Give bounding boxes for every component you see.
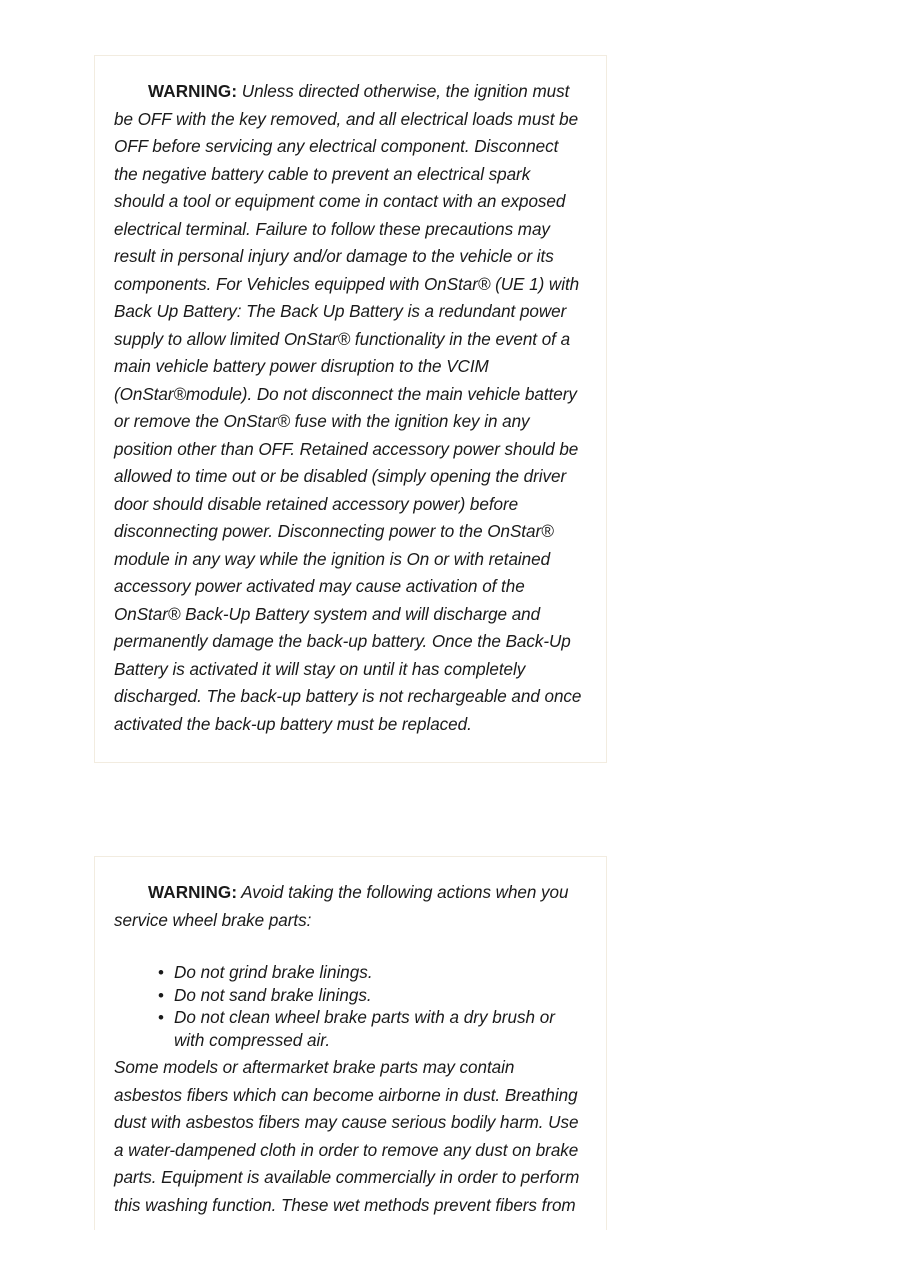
list-item (158, 1007, 584, 1052)
warning-box-electrical (94, 55, 607, 763)
warning-body-text: Avoid taking the following actions when you service wheel brake parts: (114, 883, 569, 930)
list-item-label: Do not sand brake linings. (174, 985, 372, 1005)
warning-box-brake-parts (94, 856, 607, 1230)
list-item-label: Do not clean wheel brake parts with a dry brush or with compressed air. (174, 1008, 556, 1050)
list-item (158, 985, 584, 1008)
list-item (158, 962, 584, 985)
bullet-icon: • (158, 963, 164, 982)
bullet-icon: • (158, 1008, 164, 1027)
warning-label: WARNING: (148, 883, 238, 902)
prohibited-actions-list (114, 962, 584, 1052)
warning-paragraph (114, 78, 584, 738)
bullet-icon: • (158, 985, 164, 1005)
warning-body-text: Unless directed otherwise, the ignition must be OFF with the key removed, and all electrical loads must be OFF before servicing any electrical component. Disconnect the negative battery cable to prevent an electrical spark should a tool or equipment come in contact with an exposed electrical terminal. Failure to follow these precautions may result in personal injury and/or damage to the vehicle or its components. For Vehicles equipped with OnStar® (UE 1) with Back Up Battery: The Back Up Battery is a redundant power supply to allow limited OnStar® functionality in the event of a main vehicle battery power disruption to the VCIM (OnStar®module). Do not disconnect the main vehicle battery or remove the OnStar® fuse with the ignition key in any position other than OFF. Retained accessory power should be allowed to time out or be disabled (simply opening the driver door should disable retained accessory power) before disconnecting power. Disconnecting power to the OnStar® module in any way while the ignition is On or with retained accessory power activated may cause activation of the OnStar® Back-Up Battery system and will discharge and permanently damage the back-up battery. Once the Back-Up Battery is activated it will stay on until it has completely discharged. The back-up battery is not rechargeable and once activated the back-up battery must be replaced. (114, 82, 582, 734)
list-item-label: Do not grind brake linings. (174, 963, 373, 982)
asbestos-notice-paragraph: Some models or aftermarket brake parts may contain asbestos fibers which can become airborne in dust. Breathing dust with asbestos fibers may cause serious bodily harm. Use a water-dampened cloth in order to remove any dust on brake parts. Equipment is available commercially in order to perform this washing function. These wet methods prevent fibers from (114, 1058, 580, 1215)
warning-paragraph (114, 879, 584, 934)
warning-label: WARNING: (148, 82, 238, 101)
